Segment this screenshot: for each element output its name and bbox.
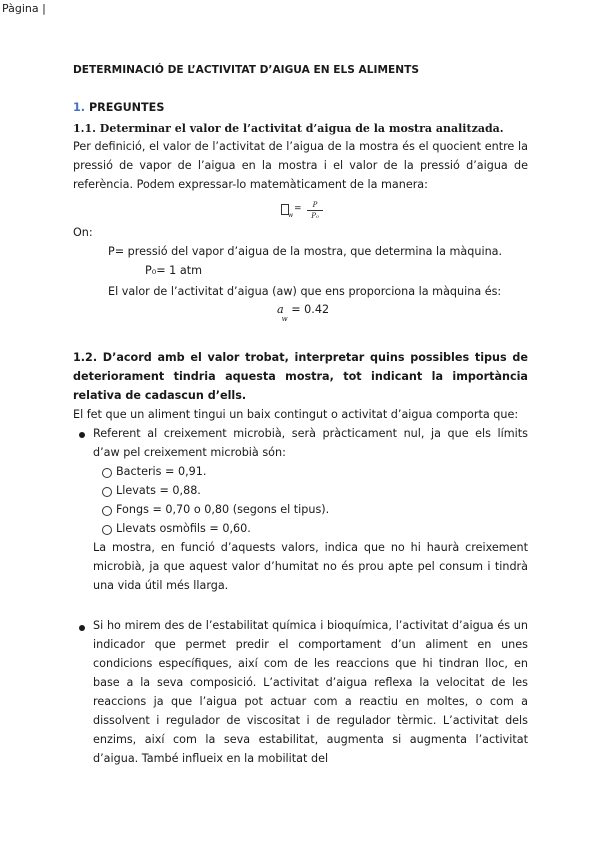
formula-subscript: w	[288, 212, 294, 219]
intro-paragraph: El fet que un aliment tingui un baix contingut o activitat d’aigua comporta que:	[73, 408, 519, 421]
aw-result-value: = 0.42	[291, 303, 330, 316]
sub-list-item: Fongs = 0,70 o 0,80 (segons el tipus).	[116, 503, 330, 516]
formula-numerator: P	[312, 201, 318, 209]
bullet-followup-text: La mostra, en funció d’aquests valors, indica que no hi haurà creixement microbià, ja que aquest valor d’humitat no és prou apte pel consum i tindrà una vida útil més llarga.	[93, 541, 528, 592]
sub-list-item: Bacteris = 0,91.	[116, 465, 207, 478]
circle-bullet-icon	[102, 506, 112, 516]
definition-p0: P₀= 1 atm	[145, 264, 202, 277]
aw-result-w: w	[281, 315, 288, 323]
definition-p: P= pressió del vapor d’aigua de la mostra, que determina la màquina.	[108, 245, 503, 258]
section-number: 1.	[73, 101, 86, 114]
definition-aw: El valor de l’activitat d’aigua (aw) que ens proporciona la màquina és:	[108, 285, 502, 298]
formula-equals: =	[294, 204, 302, 214]
section-title: PREGUNTES	[88, 101, 165, 114]
bullet-icon	[79, 432, 85, 438]
water-activity-formula	[278, 201, 338, 223]
sub-list-item: Llevats = 0,88.	[116, 484, 201, 497]
aw-result	[277, 303, 330, 323]
document-title: DETERMINACIÓ DE L’ACTIVITAT D’AIGUA EN ELS ALIMENTS	[73, 64, 419, 76]
circle-bullet-icon	[102, 525, 112, 535]
on-label: On:	[73, 226, 93, 239]
bullet-icon	[79, 625, 85, 631]
question-1-heading: 1.1. Determinar el valor de l’activitat d’aigua de la mostra analitzada.	[73, 122, 504, 135]
circle-bullet-icon	[102, 468, 112, 478]
section-heading	[73, 101, 164, 114]
formula-fraction	[307, 201, 323, 221]
definition-paragraph: Per definició, el valor de l’activitat de l’aigua de la mostra és el quocient entre la pressió de vapor de l’aigua en la mostra i el valor de la pressió d’aigua de referència. Podem expressar-lo matemàticament de la manera:	[73, 140, 528, 191]
question-2-heading: 1.2. D’acord amb el valor trobat, interpretar quins possibles tipus de deteriorament tindria aquesta mostra, tot indicant la importància relativa de cadascun d’ells.	[73, 351, 528, 402]
circle-bullet-icon	[102, 487, 112, 497]
formula-denominator: P₀	[311, 212, 319, 220]
aw-result-a: a	[277, 303, 284, 316]
sub-list-item: Llevats osmòfils = 0,60.	[116, 522, 251, 535]
bullet-text: Referent al creixement microbià, serà pràcticament nul, ja que els límits d’aw pel creixement microbià són:	[93, 427, 528, 459]
page-header-label: Pàgina |	[2, 2, 46, 15]
bullet-text: Si ho mirem des de l’estabilitat química i bioquímica, l’activitat d’aigua és un indicador que permet predir el comportament d’un aliment en unes condicions específiques, així com de les reaccions que hi tindran lloc, en base a la seva composició. L’activitat d’aigua reflexa la velocitat de les reaccions ja que l’aigua pot actuar com a reactiu en moltes, o com a dissolvent i regulador de viscositat i de regulador tèrmic. L’activitat dels enzims, així com la seva estabilitat, augmenta si augmenta l’activitat d’aigua. També influeix en la mobilitat del	[93, 619, 528, 765]
